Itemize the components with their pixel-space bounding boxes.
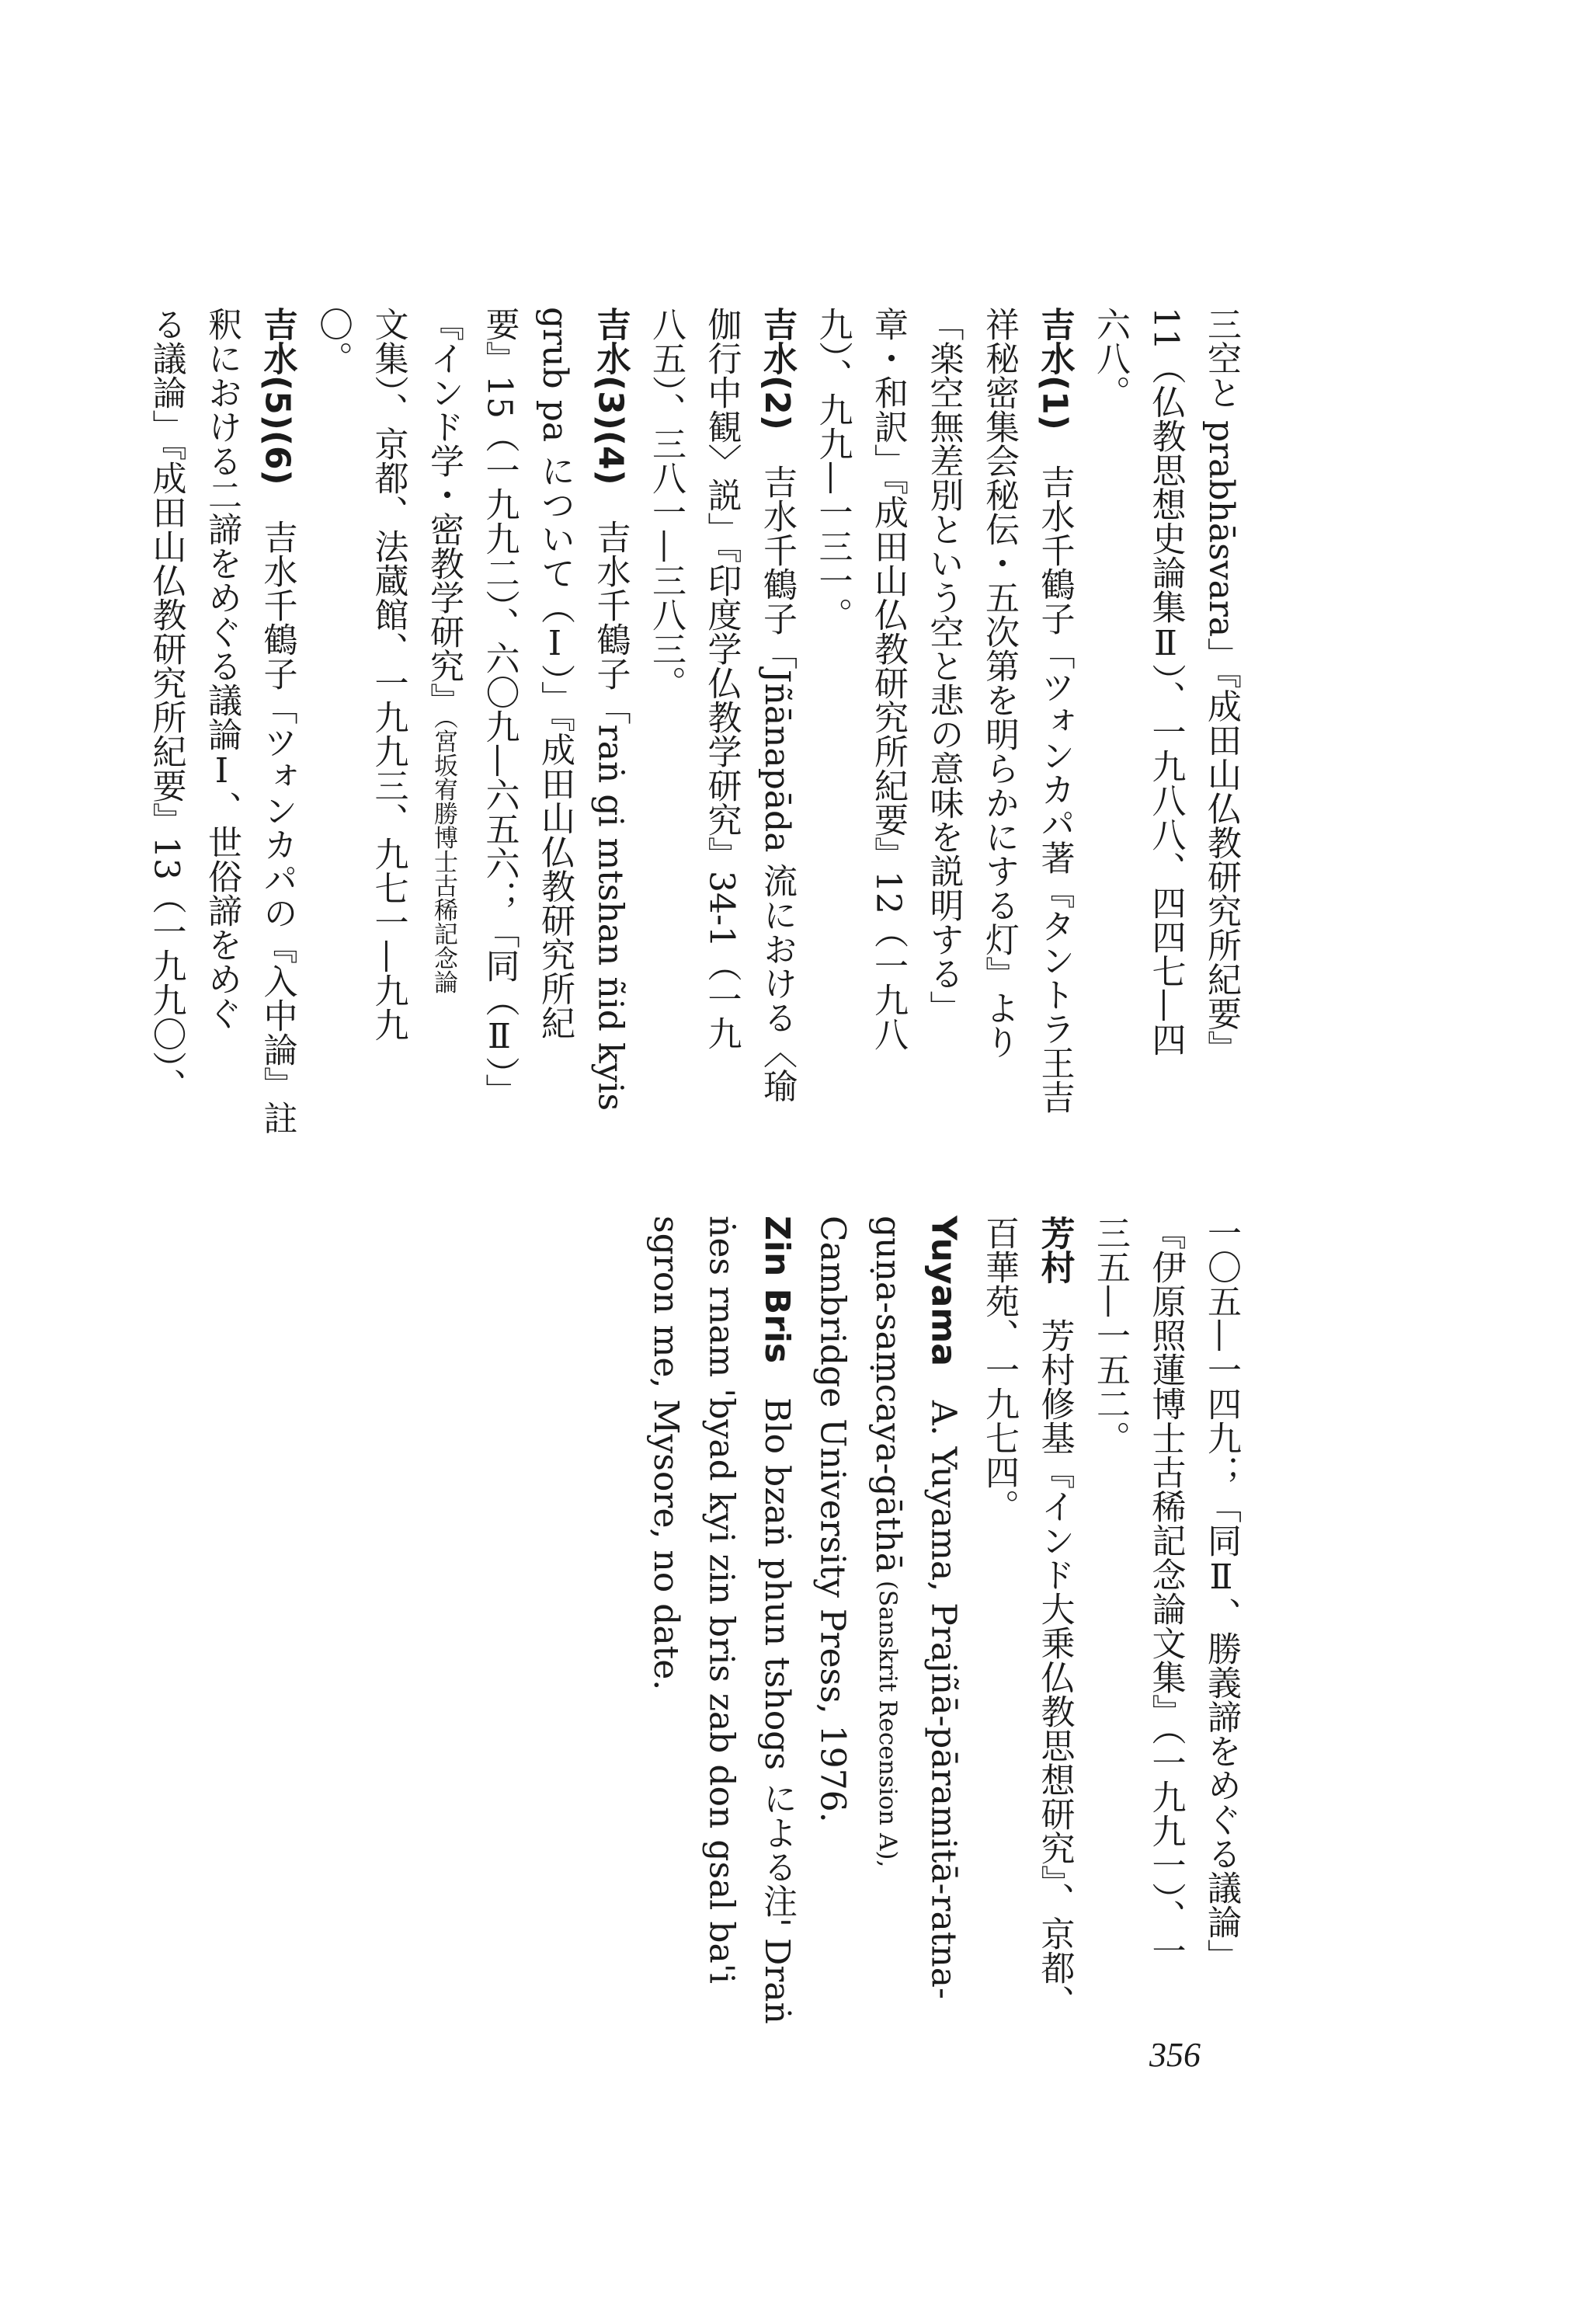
column-text: 百華苑、一九七四。 (979, 1216, 1019, 1523)
column-text: 吉水千鶴子「raṅ gi mtshan ñid kyis (590, 485, 631, 1112)
column-text: 11（仏教思想史論集Ⅱ）、一九八八、四四七—四 (1145, 307, 1186, 1056)
column-text: 「楽空無差別という空と悲の意味を説明する」 (923, 307, 964, 1025)
upper-column (1089, 307, 1131, 409)
entry-heading: Yuyama (923, 1216, 964, 1366)
upper-column (422, 307, 465, 994)
column-text: 八五）、三八一—三八三。 (646, 307, 686, 700)
lower-column (645, 1216, 687, 1690)
entry-heading: 吉水(3)(4) (590, 307, 631, 485)
upper-column (923, 307, 965, 1025)
upper-column (200, 307, 243, 1030)
upper-column (812, 307, 854, 631)
lower-column (1089, 1216, 1131, 1455)
column-small-text: (Sanskrit Recension A), (874, 1572, 902, 1868)
column-text: 章・和訳」『成田山仏教研究所紀要』12（一九八 (868, 307, 908, 1051)
upper-column (867, 307, 909, 1051)
column-text: 九）、九九—一三一。 (812, 307, 853, 631)
lower-column (867, 1216, 909, 1867)
column-text: guṇa-saṃcaya-gāthā (868, 1216, 908, 1573)
column-text: Blo bzaṅ phun tshogs による注' Draṅ (757, 1363, 797, 2024)
upper-column (1145, 307, 1187, 1056)
column-text: ṅes rnam 'byad kyi zin bris zab don gsal ba'i (701, 1216, 742, 1984)
upper-column (645, 307, 687, 700)
upper-column (145, 307, 188, 1102)
column-text: 芳村修基『インド大乗仏教思想研究』、京都、 (1034, 1284, 1075, 2019)
lower-column (812, 1216, 854, 1823)
upper-column (1200, 307, 1243, 1064)
upper-column (367, 307, 410, 1042)
lower-column (700, 1216, 743, 1984)
lower-column (1200, 1216, 1243, 1973)
column-text: 三五—一五二。 (1090, 1216, 1130, 1455)
lower-column (1034, 1216, 1076, 2019)
lower-column (756, 1216, 798, 2024)
column-text: る議論」『成田山仏教研究所紀要』13（一九九〇）、 (146, 307, 186, 1102)
entry-heading: 芳村 (1034, 1216, 1075, 1284)
column-text: 吉水千鶴子「ツォンカパ著『タントラ王吉 (1034, 430, 1075, 1114)
entry-heading: 吉水(1) (1034, 307, 1075, 430)
column-text: Cambridge University Press, 1976. (812, 1216, 853, 1823)
column-text: grub pa について（Ⅰ）」『成田山仏教研究所紀 (535, 307, 575, 1040)
column-text: 釈における二諦をめぐる議論Ⅰ、世俗諦をめぐ (202, 307, 242, 1030)
column-small-text: （宮坂宥勝博士古稀記念論 (429, 717, 457, 994)
upper-column (1034, 307, 1076, 1114)
column-text: 要』15（一九九二）、六〇九—六五六；「同（Ⅱ）」 (479, 307, 520, 1108)
column-text: A. Yuyama, Prajñā-pāramitā-ratna- (923, 1366, 964, 1999)
column-text: 三空と prabhāsvara」『成田山仏教研究所紀要』 (1201, 307, 1241, 1065)
upper-column (311, 307, 354, 375)
column-text: sgron me, Mysore, no date. (646, 1216, 686, 1691)
upper-column (700, 307, 743, 1050)
entry-heading: 吉水(2) (757, 307, 797, 430)
column-text: 吉水千鶴子「Jñānapāda 流における〈瑜 (757, 430, 797, 1103)
upper-column (478, 307, 521, 1108)
column-text: 六八。 (1090, 307, 1130, 409)
column-text: 文集）、京都、法蔵館、一九九三、九七一—九九 (368, 307, 408, 1042)
column-text: 『インド学・密教学研究』 (424, 307, 464, 717)
column-text: 吉水千鶴子「ツォンカパの『入中論』註 (257, 485, 297, 1135)
upper-column (978, 307, 1020, 1059)
lower-column (923, 1216, 965, 1999)
upper-column (756, 307, 798, 1102)
entry-heading: Zin Bris (757, 1216, 797, 1364)
upper-column (589, 307, 632, 1111)
lower-column (1145, 1216, 1187, 1967)
lower-column (978, 1216, 1020, 1523)
column-text: 伽行中観〉説」『印度学仏教学研究』34-1（一九 (701, 307, 742, 1050)
upper-column (256, 307, 299, 1135)
column-text: 祥秘密集会秘伝・五次第を明らかにする灯』より (979, 307, 1019, 1059)
entry-heading: 吉水(5)(6) (257, 307, 297, 485)
column-text: 『伊原照蓮博士古稀記念論文集』（一九九一）、一 (1145, 1216, 1186, 1967)
upper-column (534, 307, 576, 1039)
column-text: 一〇五—一四九；「同Ⅱ、勝義諦をめぐる議論」 (1201, 1216, 1241, 1973)
page-number: 356 (1149, 2036, 1201, 2074)
column-text: 〇。 (313, 307, 353, 375)
